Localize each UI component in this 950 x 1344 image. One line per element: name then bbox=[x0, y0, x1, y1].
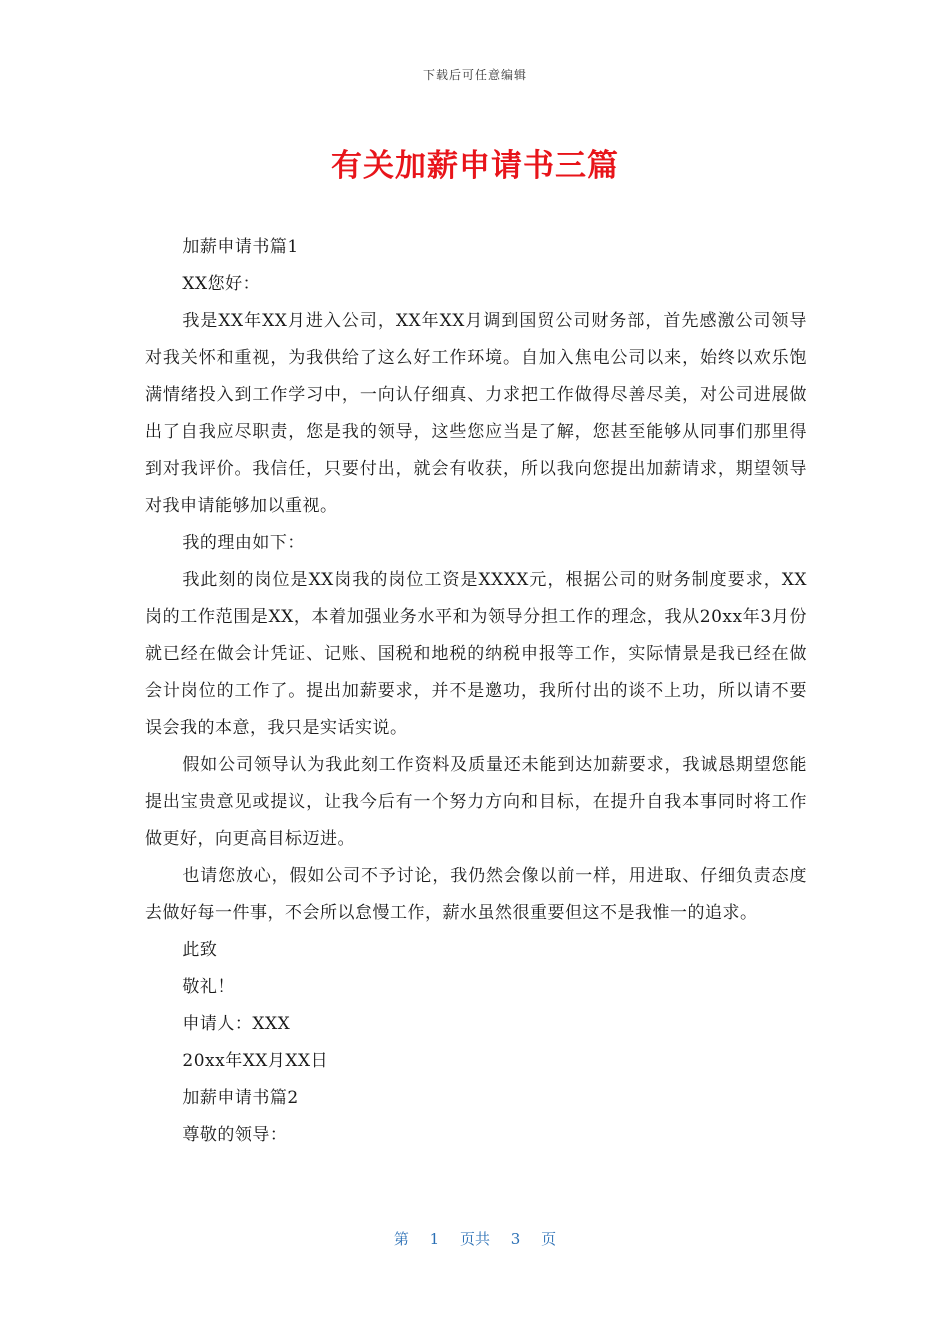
section-heading-1: 加薪申请书篇1 bbox=[182, 237, 299, 257]
header-note: 下载后可任意编辑 bbox=[422, 68, 527, 82]
paragraph-intro: 我是XX年XX月进入公司，XX年XX月调到国贸公司财务部，首先感激公司领导对我关怀和重视，为我供给了这么好工作环境。自加入焦电公司以来，始终以欢乐饱满情绪投入到工作学习中，一向认仔细真、力求把工作做得尽善尽美，对公司进展做出了自我应尽职责，您是我的领导，这些您应当是了解，您甚至能够从同事们那里得到对我评价。我信任，只要付出，就会有收获，所以我向您提出加薪请求，期望领导对我申请能够加以重视。 bbox=[145, 311, 807, 516]
paragraph-assurance: 也请您放心，假如公司不予讨论，我仍然会像以前一样，用进取、仔细负责态度去做好每一件事，不会所以怠慢工作，薪水虽然很重要但这不是我惟一的追求。 bbox=[145, 866, 807, 923]
page-label-prefix: 第 bbox=[393, 1230, 409, 1248]
document-body bbox=[145, 229, 807, 1154]
salutation-2: 尊敬的领导： bbox=[182, 1125, 288, 1145]
section-heading-2: 加薪申请书篇2 bbox=[182, 1088, 299, 1108]
document-title: 有关加薪申请书三篇 bbox=[331, 148, 619, 184]
paragraph-request: 假如公司领导认为我此刻工作资料及质量还未能到达加薪要求，我诚恳期望您能提出宝贵意见或提议，让我今后有一个努力方向和目标，在提升自我本事同时将工作做更好，向更高目标迈进。 bbox=[145, 755, 807, 849]
reasons-heading: 我的理由如下： bbox=[182, 533, 305, 553]
page-total: 3 bbox=[510, 1230, 521, 1248]
page-label-suffix: 页 bbox=[541, 1230, 557, 1248]
page-current: 1 bbox=[429, 1230, 440, 1248]
salutation: XX您好： bbox=[182, 274, 261, 294]
closing-line-2: 敬礼！ bbox=[182, 977, 235, 997]
closing-line-1: 此致 bbox=[182, 940, 218, 960]
page-footer bbox=[0, 1228, 950, 1249]
date-line: 20xx年XX月XX日 bbox=[182, 1051, 329, 1071]
applicant-line: 申请人：XXX bbox=[182, 1014, 291, 1034]
page-label-mid: 页共 bbox=[459, 1230, 490, 1248]
paragraph-reason: 我此刻的岗位是XX岗我的岗位工资是XXXX元，根据公司的财务制度要求，XX岗的工作范围是XX，本着加强业务水平和为领导分担工作的理念，我从20xx年3月份就已经在做会计凭证、记账、国税和地税的纳税申报等工作，实际情景是我已经在做会计岗位的工作了。提出加薪要求，并不是邀功，我所付出的谈不上功，所以请不要误会我的本意，我只是实话实说。 bbox=[145, 570, 807, 738]
